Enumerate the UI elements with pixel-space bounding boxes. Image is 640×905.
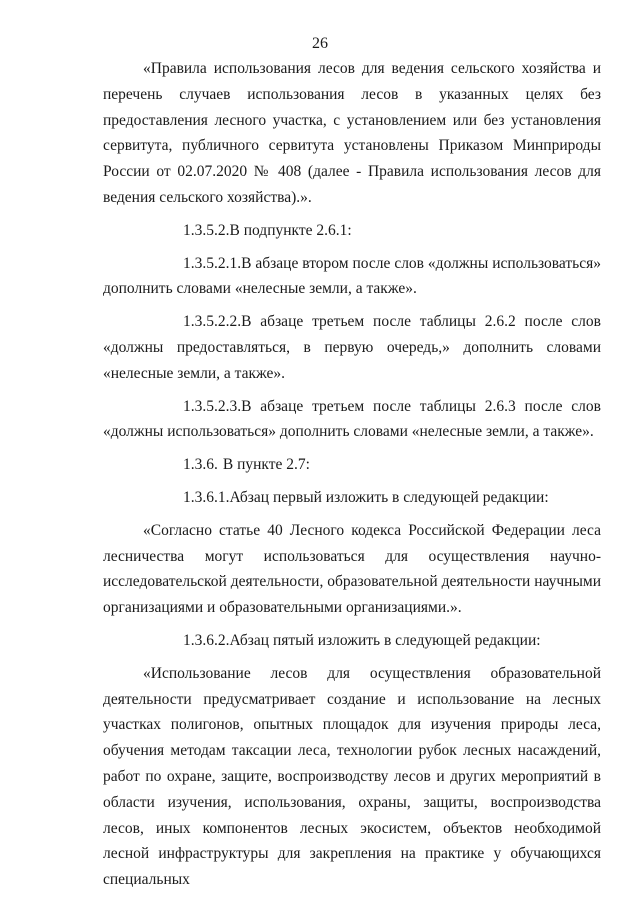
paragraph-number: 1.3.6. bbox=[183, 456, 218, 474]
paragraph-text: «Правила использования лесов для ведения сельского хозяйства и перечень случаев использования лесов в указанных целях без предоставления лесного участка, с установлением или без установления сервитута, публичного сервитута установлены Приказом Минприроды России от 02.07.2020 № 408 (далее - Правила использования лесов для ведения сельского хозяйства).». bbox=[103, 60, 601, 206]
paragraph-text: В подпункте 2.6.1: bbox=[229, 221, 352, 239]
paragraph-number: 1.3.5.2.3. bbox=[183, 397, 242, 415]
paragraph bbox=[103, 251, 601, 303]
paragraph bbox=[103, 628, 601, 654]
paragraph-number: 1.3.5.2.2. bbox=[183, 313, 242, 331]
paragraph-number: 1.3.6.2. bbox=[183, 631, 230, 649]
paragraph bbox=[103, 485, 601, 511]
paragraph-text: «Использование лесов для осуществления образовательной деятельности предусматривает создание и использование на лесных участках полигонов, опытных площадок для изучения природы леса, обучения методам таксации леса, технологии рубок лесных насаждений, работ по охране, защите, воспроизводству лесов и других мероприятий в области изучения, использования, охраны, защиты, воспроизводства лесов, иных компонентов лесных экосистем, объектов необходимой лесной инфраструктуры для закрепления на практике у обучающихся специальных bbox=[103, 664, 601, 889]
paragraph-number: 1.3.5.2. bbox=[183, 221, 230, 239]
paragraph bbox=[103, 56, 601, 211]
paragraph bbox=[103, 661, 601, 893]
paragraph-text: В пункте 2.7: bbox=[222, 456, 310, 474]
paragraph-text: Абзац первый изложить в следующей редакции: bbox=[229, 488, 549, 506]
paragraph-number: 1.3.5.2.1. bbox=[183, 254, 242, 272]
paragraph bbox=[103, 218, 601, 244]
paragraph-number: 1.3.6.1. bbox=[183, 488, 230, 506]
paragraph bbox=[103, 518, 601, 621]
paragraph bbox=[103, 309, 601, 386]
document-body bbox=[103, 56, 601, 900]
page-number: 26 bbox=[312, 35, 328, 52]
paragraph bbox=[103, 452, 601, 478]
paragraph-text: В абзаце третьем после таблицы 2.6.2 после слов «должны предоставляться, в первую очередь,» дополнить словами «нелесные земли, а также». bbox=[103, 313, 601, 382]
paragraph-text: Абзац пятый изложить в следующей редакции: bbox=[229, 631, 541, 649]
paragraph-text: «Согласно статье 40 Лесного кодекса Российской Федерации леса лесничества могут использоваться для осуществления научно-исследовательской деятельности, образовательной деятельности научными организациями и образовательными организациями.». bbox=[103, 521, 601, 617]
paragraph-text: В абзаце третьем после таблицы 2.6.3 после слов «должны использоваться» дополнить словами «нелесные земли, а также». bbox=[103, 397, 601, 441]
paragraph bbox=[103, 394, 601, 446]
paragraph-text: В абзаце втором после слов «должны использоваться» дополнить словами «нелесные земли, а также». bbox=[103, 254, 601, 298]
